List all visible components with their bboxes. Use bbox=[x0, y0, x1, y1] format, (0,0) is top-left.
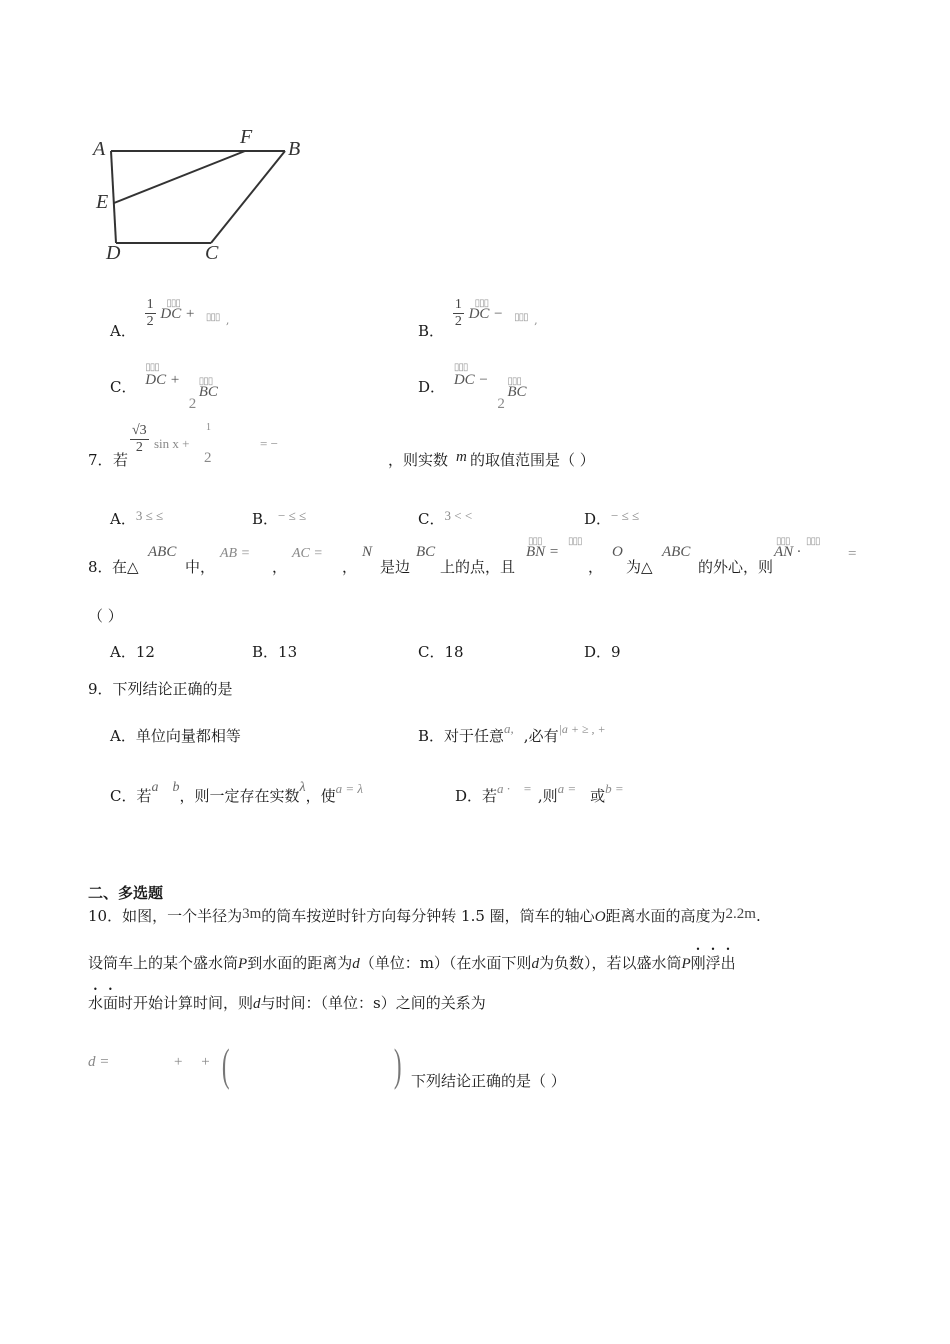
vector-bc: BC bbox=[198, 384, 218, 400]
question-9 bbox=[88, 678, 233, 699]
option-label: C． bbox=[110, 378, 137, 396]
q9-option-a[interactable]: A．单位向量都相等 bbox=[110, 727, 241, 745]
q7-option-b[interactable]: B．− ≤ ≤ bbox=[252, 508, 307, 528]
question-7: 7． 若 $\frac{√3}{2}$ sin x + 1 2 = − ，则实数 m 的取值范围是（ ） bbox=[88, 422, 595, 469]
question-8: 8． 在△ ABC 中， AB = ， AC = ， N 是边 BC 上的点，且 ▯▯▯ BN = ▯▯▯ ， O 为△ ABC 的外心，则 ▯▯▯ AN · ▯▯▯ = bbox=[88, 536, 857, 576]
q7-option-a[interactable]: A．3 ≤ ≤ bbox=[110, 508, 164, 528]
vector-arrow-icon: ▯▯▯ bbox=[806, 536, 820, 547]
answer-paren: （ ） bbox=[88, 607, 123, 625]
q6-option-b[interactable]: B． $\frac{1}{2}$ ▯▯▯ DC − ▯▯▯ , bbox=[418, 297, 538, 340]
vector-arrow-icon: ▯▯▯ bbox=[528, 536, 542, 547]
vector-arrow-icon: ▯▯▯ bbox=[453, 362, 468, 373]
vector-arrow-icon: ▯▯▯ bbox=[474, 297, 489, 309]
q7-option-d[interactable]: D．− ≤ ≤ bbox=[584, 508, 640, 528]
question-number: 9． bbox=[88, 680, 113, 698]
fraction-sqrt3-over-2: $\frac{√3}{2}$ bbox=[132, 423, 147, 455]
vector-expr: DC + bbox=[145, 372, 180, 388]
vector-expr: DC + bbox=[160, 305, 196, 322]
geometry-figure bbox=[88, 126, 318, 270]
vector-expr: DC − bbox=[468, 305, 504, 322]
question-stem: 下列结论正确的是 bbox=[112, 680, 233, 698]
q8-option-d[interactable]: D．9 bbox=[584, 643, 621, 661]
vector-arrow-icon: ▯▯▯ bbox=[514, 311, 528, 323]
q9-option-b[interactable]: B．对于任意a, ,必有$^{|a + \ge , +}$ bbox=[418, 721, 606, 745]
vector-arrow-icon: ▯▯▯ bbox=[776, 536, 790, 547]
option-label: D． bbox=[418, 378, 446, 396]
q6-option-a[interactable]: A． $\frac{1}{2}$ ▯▯▯ DC + ▯▯▯ , bbox=[110, 297, 230, 340]
q8-option-b[interactable]: B．13 bbox=[252, 643, 298, 661]
q8-option-a[interactable]: A．12 bbox=[110, 643, 155, 661]
right-paren: ) bbox=[393, 1039, 402, 1090]
coefficient: $\frac{1}{2}$ bbox=[454, 297, 462, 329]
question-10-line-3: 水面时开始计算时间，则d与时间：（单位：s）之间的关系为 bbox=[88, 994, 486, 1012]
variable-m: m bbox=[456, 449, 467, 465]
label-f: F bbox=[240, 126, 253, 148]
question-number: 8． bbox=[88, 558, 113, 576]
q8-option-c[interactable]: C．18 bbox=[418, 643, 464, 661]
q6-option-c[interactable] bbox=[110, 358, 225, 412]
vector-expr: DC − bbox=[453, 372, 489, 388]
q7-option-c[interactable]: C．3 < < bbox=[418, 508, 473, 528]
question-number: 7． bbox=[88, 451, 113, 469]
label-d: D bbox=[106, 242, 121, 264]
vector-arrow-icon: ▯▯▯ bbox=[205, 311, 220, 323]
quadrilateral-diagram bbox=[88, 130, 318, 270]
q10-formula: d = + + ( ) 下列结论正确的是（ ） bbox=[88, 1039, 566, 1090]
section-title: 二、多选题 bbox=[88, 884, 164, 902]
coefficient: 2 bbox=[188, 396, 197, 412]
question-number: 10． bbox=[88, 907, 123, 925]
question-10-line-2: 设筒车上的某个盛水筒P到水面的距离为d（单位：m）（在水面下则d为负数），若以盛水筒P刚浮出 bbox=[88, 954, 736, 972]
vector-arrow-icon: ▯▯▯ bbox=[166, 297, 180, 309]
label-a: A bbox=[93, 138, 106, 160]
vector-arrow-icon: ▯▯▯ bbox=[198, 376, 213, 387]
question-10-line-1: 10．如图，一个半径为3m的筒车按逆时针方向每分钟转 1.5 圈，筒车的轴心O距离水面的高度为2.2m. bbox=[88, 906, 761, 925]
q9-option-d[interactable]: D．若a · = ,则a = 或b = bbox=[455, 781, 624, 805]
label-c: C bbox=[205, 242, 219, 264]
option-label: B． bbox=[418, 321, 445, 340]
option-label: A． bbox=[110, 321, 136, 340]
vector-arrow-icon: ▯▯▯ bbox=[507, 376, 521, 387]
vector-arrow-icon: ▯▯▯ bbox=[145, 362, 159, 373]
q9-option-c[interactable]: C．若a b，则一定存在实数λ，使a = λ bbox=[110, 780, 364, 805]
coefficient: $\frac{1}{2}$ bbox=[146, 297, 154, 329]
left-paren: ( bbox=[221, 1039, 230, 1090]
vector-arrow-icon: ▯▯▯ bbox=[568, 536, 582, 547]
q6-option-d[interactable] bbox=[418, 358, 533, 412]
vector-bc: BC bbox=[507, 384, 527, 400]
label-b: B bbox=[288, 138, 301, 160]
label-e: E bbox=[96, 191, 109, 213]
coefficient: 2 bbox=[497, 396, 505, 412]
